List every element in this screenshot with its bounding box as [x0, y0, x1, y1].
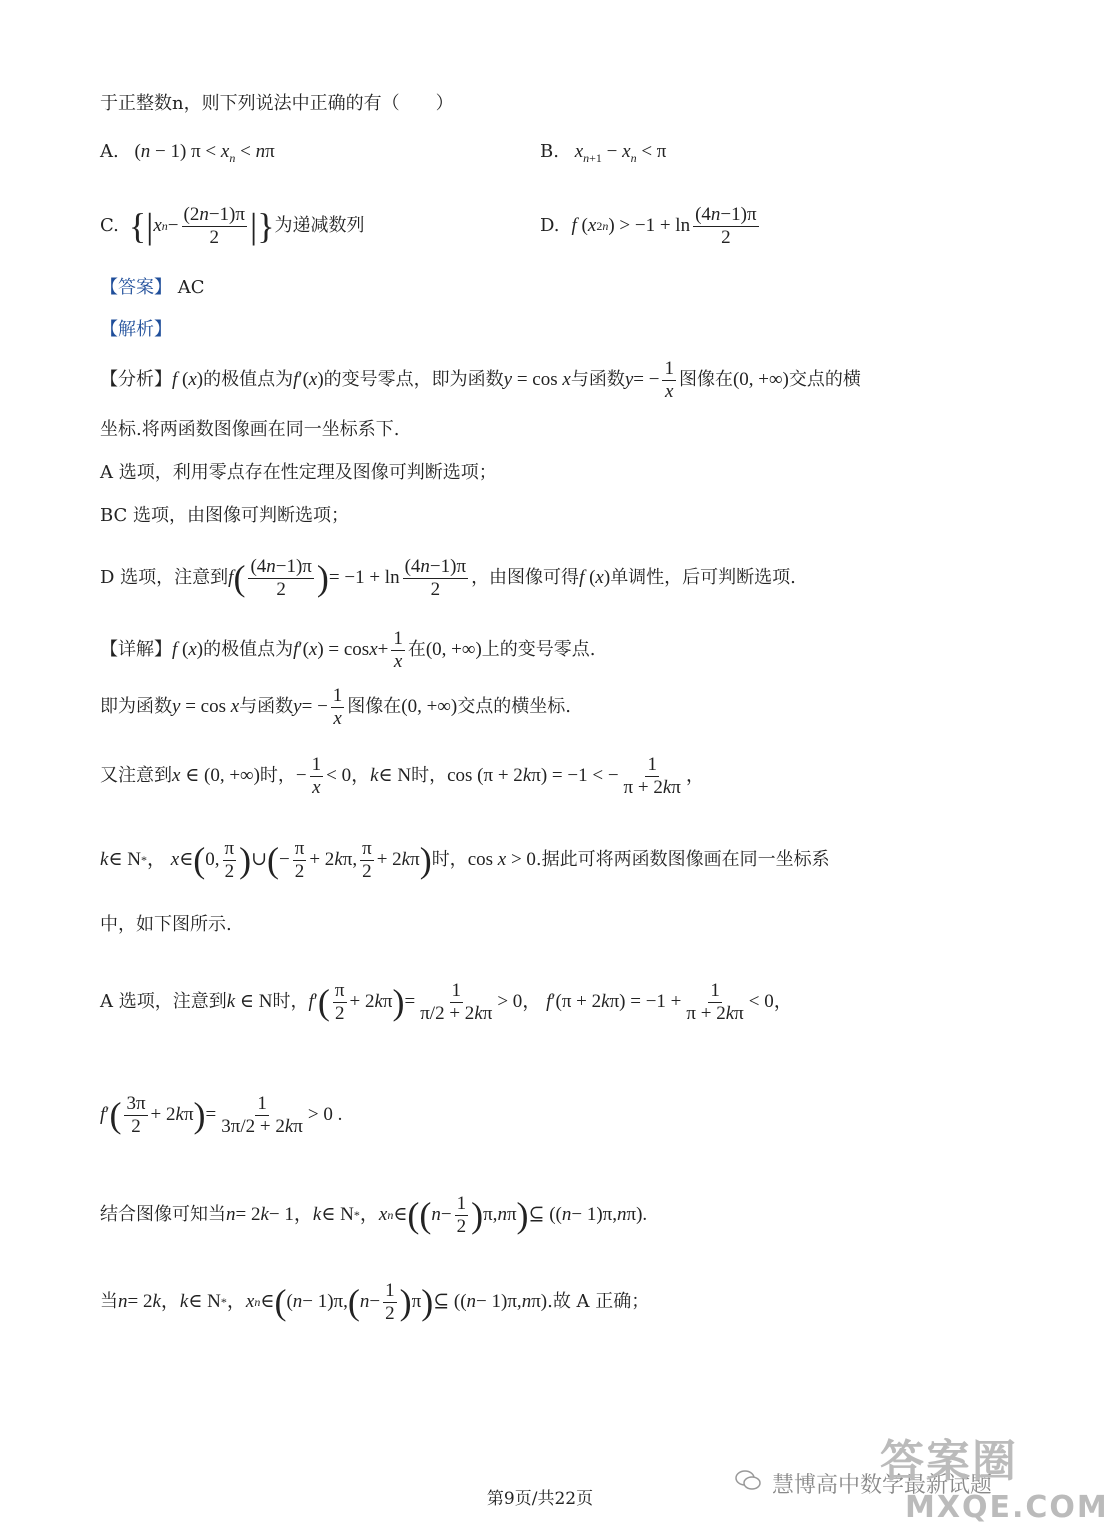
fenxi-tag: 【分析】	[100, 369, 172, 390]
fenxi-text: 单调性，后可判断选项.	[610, 567, 796, 588]
detail-text: 与函数	[239, 696, 294, 717]
detail-text: 当	[100, 1291, 118, 1312]
fenxi-text: D 选项，注意到	[100, 567, 229, 588]
fenxi-text: 的变号零点，即为函数	[323, 369, 504, 390]
analysis-tag: 【解析】	[100, 319, 172, 340]
detail-text: 时，	[272, 991, 309, 1012]
detail-line-8: 结合图像可知当 n = 2 k − 1， k ∈ N * ， x n ∈ (( n − $\frac{1}{2}$ ) π, n π ) ⊆ (( n − 1)π, n π).	[100, 1192, 648, 1237]
detail-line-7: f ′ ( $\frac{3\pi}{2}$ + 2 k π ) = $\frac{1}{3\pi/2 + 2k\pi}$ > 0 .	[100, 1092, 343, 1137]
watermark-brand: 答案圈	[880, 1436, 1018, 1487]
detail-line-6: A 选项，注意到 k ∈ N 时， f ′ ( $\frac{\pi}{2}$ + 2 k π ) = $\frac{1}{\pi/2 + 2k\pi}$ > 0， f ′(π + 2 k π) = −1 + $\frac{1}{\pi + 2k\pi}$ < 0，	[100, 979, 793, 1024]
option-c-label: C.	[100, 215, 119, 236]
detail-text: 上的变号零点.	[481, 639, 596, 660]
answer-value: AC	[177, 277, 205, 298]
answer-line	[100, 276, 205, 300]
option-d-label: D.	[540, 215, 560, 236]
detail-text: .故 A 正确；	[547, 1291, 650, 1312]
detail-line-2: 即为函数 y = cos x 与函数 y = − $\frac{1}{x}$ 图像在 (0, +∞) 交点的横坐标.	[100, 684, 571, 729]
option-c: C. {| x n − $\frac{(2n-1)\pi}{2}$ |} 为递减数列	[100, 203, 365, 248]
option-b-label: B.	[540, 141, 559, 162]
option-a: A. (n − 1) $\pi < x_n < n\pi$	[100, 141, 275, 165]
fenxi-text: 图像在	[678, 369, 733, 390]
detail-tag: 【详解】	[100, 639, 172, 660]
question-intro: 于正整数n，则下列说法中正确的有（ ）	[100, 93, 454, 114]
watermark-wechat-name: 慧博高中数学最新试题	[772, 1473, 993, 1498]
answer-tag: 【答案】	[100, 277, 172, 298]
detail-line-3: 又注意到 x ∈ (0, +∞) 时， − $\frac{1}{x}$ < 0， k ∈ N 时， cos (π + 2 k π) = −1 < − $\frac{1}{\pi + 2k\pi}$ ，	[100, 753, 705, 798]
option-c-suffix: 为递减数列	[274, 215, 365, 236]
fenxi-line-2: 坐标.将两函数图像画在同一坐标系下.	[100, 419, 400, 440]
detail-text: 时，	[431, 849, 468, 870]
detail-text: 结合图像可知当	[100, 1204, 226, 1225]
fenxi-text: 交点的横	[788, 369, 861, 390]
option-a-label: A.	[100, 141, 119, 162]
detail-text: 交点的横坐标.	[457, 696, 571, 717]
fenxi-line-3: A 选项，利用零点存在性定理及图像可判断选项；	[100, 462, 497, 483]
fenxi-line-1: 【分析】 f (x) 的极值点为 f′(x) 的变号零点，即为函数 y = cos x 与函数 y = − $\frac{1}{x}$ 图像在 (0, +∞) 交点的横	[100, 357, 861, 402]
fenxi-text: 的极值点为	[203, 369, 294, 390]
fenxi-text: ，由图像可得	[471, 567, 580, 588]
detail-text: 即为函数	[100, 696, 172, 717]
detail-text: 又注意到	[100, 765, 172, 786]
detail-text: .据此可将两函数图像画在同一坐标系	[535, 849, 830, 870]
detail-line-4: k ∈ N * ， x ∈ ( 0, $\frac{\pi}{2}$ ) ∪ ( − $\frac{\pi}{2}$ + 2 k π, $\frac{\pi}{2}$ + 2 k π ) 时， cos x > 0 .据此可将两函数图像画在同一坐标系	[100, 837, 830, 882]
fenxi-text: 与函数	[570, 369, 625, 390]
option-d: D. f ( x 2n ) > −1 + ln $\frac{(4n-1)\pi}{2}$	[540, 203, 757, 248]
detail-line-9: 当 n = 2 k ， k ∈ N * ， x n ∈ ( ( n − 1)π, ( n − $\frac{1}{2}$ ) π ) ⊆ (( n − 1)π, n π) .故 A 正确；	[100, 1279, 650, 1324]
fenxi-line-5: D 选项，注意到 f ( $\frac{(4n-1)\pi}{2}$ ) = −1 + ln $\frac{(4n-1)\pi}{2}$ ，由图像可得 f (x) 单调性，后可判断选项.	[100, 555, 796, 600]
detail-text: 在	[407, 639, 426, 660]
detail-text: 图像在	[347, 696, 402, 717]
detail-text: A 选项，注意到	[100, 991, 227, 1012]
detail-line-5: 中，如下图所示.	[100, 914, 232, 935]
detail-line-1: 【详解】 f (x) 的极值点为 f ′( x ) = cos x + $\frac{1}{x}$ 在 (0, +∞) 上的变号零点.	[100, 627, 596, 672]
detail-text: 时，	[259, 765, 296, 786]
watermark-url: MXQE.COM	[905, 1490, 1109, 1525]
detail-text: 时，	[411, 765, 448, 786]
option-b: B. $x_{n+1} - x_n < \pi$	[540, 141, 667, 165]
detail-text: 的极值点为	[203, 639, 294, 660]
fenxi-line-4: BC 选项，由图像可判断选项；	[100, 505, 350, 526]
page-footer: 第9页/共22页	[486, 1489, 594, 1509]
